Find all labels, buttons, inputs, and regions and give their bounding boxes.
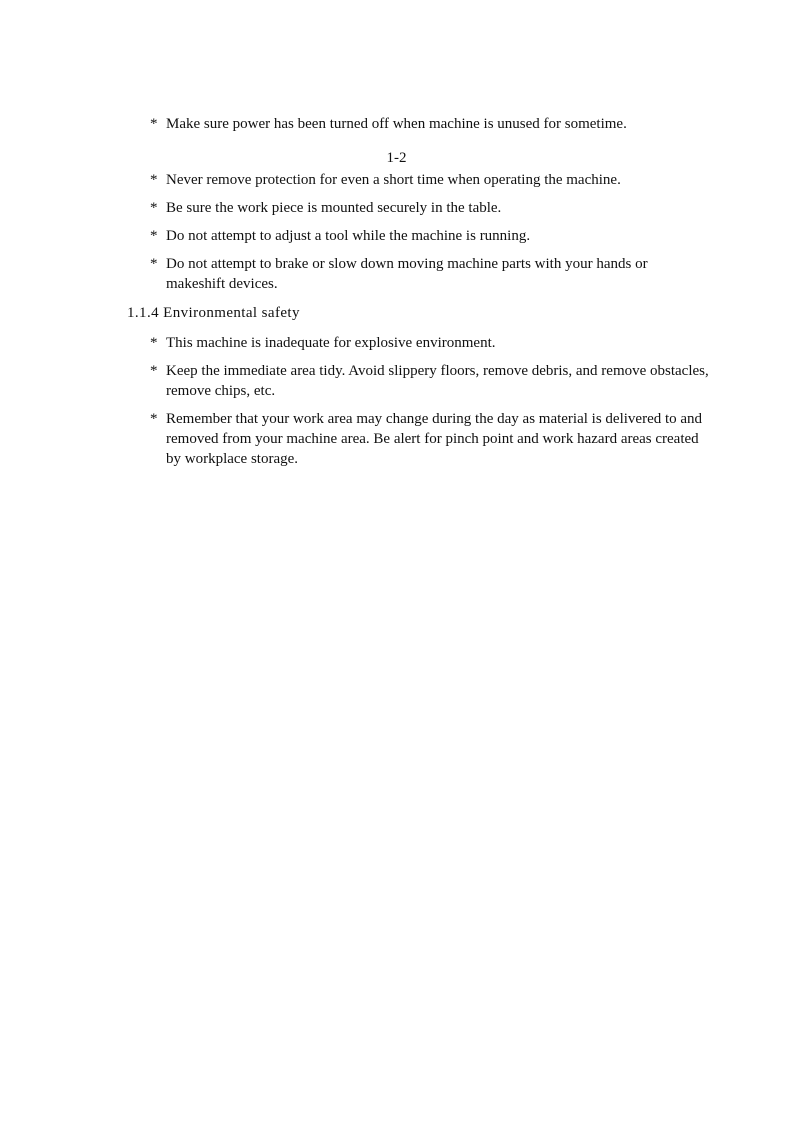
list-item [150,361,710,401]
list-item [150,254,710,294]
bullet-star: * [150,363,158,379]
item-text: Remember that your work area may change during the day as material is delivered to and removed from your machine area. Be alert for pinch point and work hazard areas created by workplace storage. [166,411,703,467]
item-text: Never remove protection for even a short time when operating the machine. [166,172,621,188]
item-text: Do not attempt to adjust a tool while the machine is running. [166,228,531,244]
bullet-star: * [150,200,158,216]
bullet-star: * [150,411,158,427]
list-item [150,198,710,218]
bullet-star: * [150,228,158,244]
list-item [150,114,710,134]
item-text: Keep the immediate area tidy. Avoid slippery floors, remove debris, and remove obstacles, remove chips, etc. [166,363,709,399]
bullet-star: * [150,256,158,272]
item-text: This machine is inadequate for explosive environment. [166,335,496,351]
item-text: Do not attempt to brake or slow down moving machine parts with your hands or makeshift devices. [166,256,648,292]
bullet-star: * [150,172,158,188]
section-heading: 1.1.4 Environmental safety [127,305,300,321]
bullet-star: * [150,116,158,132]
item-text: Be sure the work piece is mounted securely in the table. [166,200,502,216]
list-item [150,333,710,353]
item-text: Make sure power has been turned off when machine is unused for sometime. [166,116,627,132]
list-item [150,409,710,469]
list-item [150,170,710,190]
page-number: 1-2 [386,150,407,166]
bullet-star: * [150,335,158,351]
list-item [150,226,710,246]
